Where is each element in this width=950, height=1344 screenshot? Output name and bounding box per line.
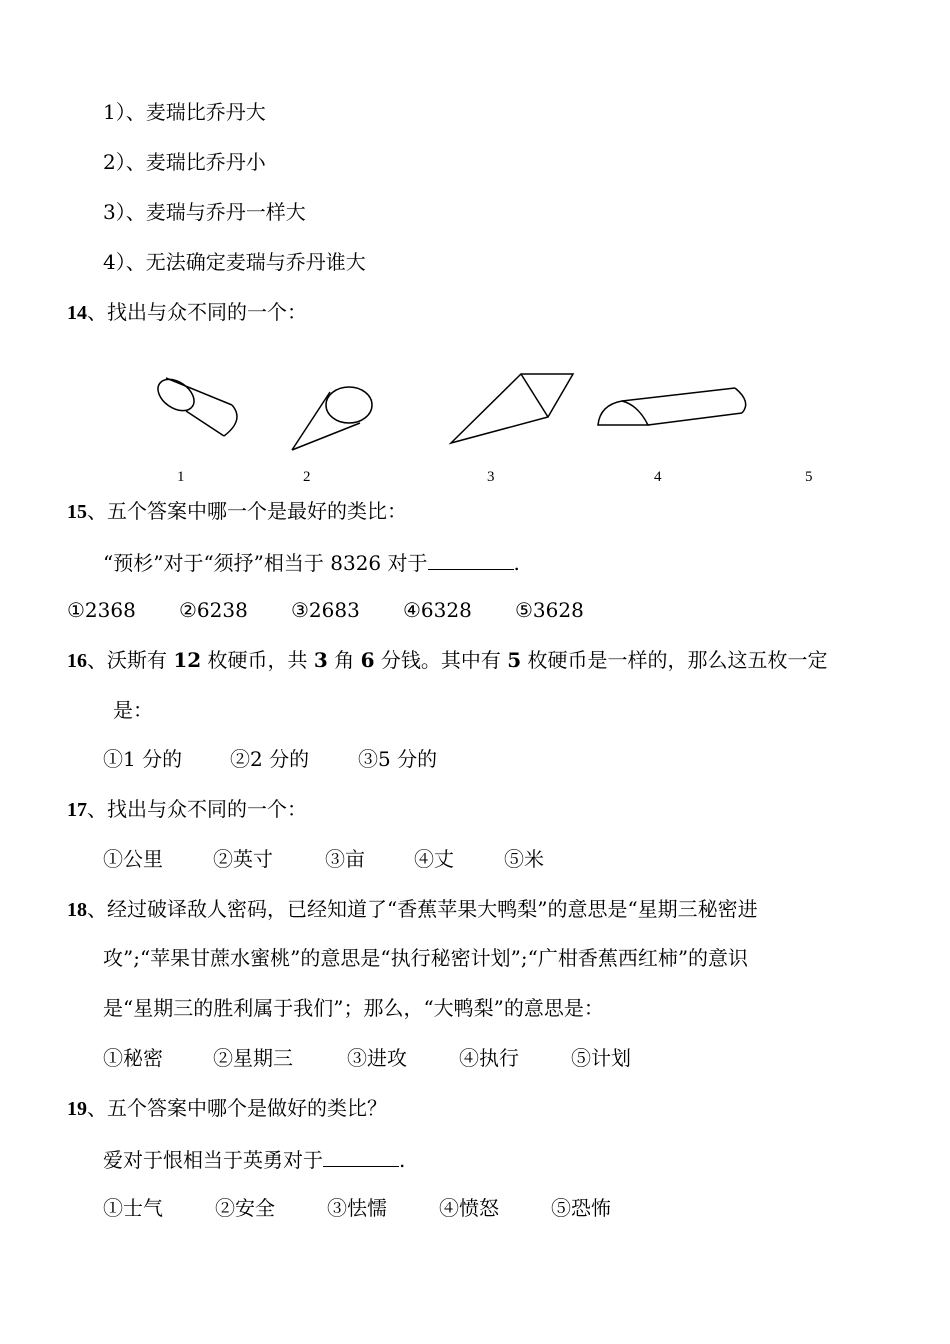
figure-4-half-cylinder xyxy=(598,388,746,425)
q15-stem-end: . xyxy=(513,551,520,575)
figure-label-5: 5 xyxy=(805,469,813,485)
q17-text: 、找出与众不同的一个： xyxy=(87,797,307,821)
q16-question xyxy=(67,648,827,673)
q18-options xyxy=(103,1046,631,1070)
q18-option-3: ③进攻 xyxy=(347,1046,407,1070)
q15-option-2: ②6238 xyxy=(179,598,248,622)
q16-same-count: 5 xyxy=(507,648,522,672)
q19-option-4: ④愤怒 xyxy=(439,1196,499,1220)
q18-text-line-1: 、经过破译敌人密码，已经知道了“香蕉苹果大鸭梨”的意思是“星期三秘密进 xyxy=(87,897,758,921)
q17-options xyxy=(103,847,544,871)
q16-option-2: ②2 分的 xyxy=(230,747,310,771)
q17-option-4: ④丈 xyxy=(414,847,454,871)
q18-option-1: ①秘密 xyxy=(103,1046,163,1070)
q18-question xyxy=(67,897,758,922)
q15-stem-text: “预杉”对于“须抒”相当于 8326 对于 xyxy=(103,551,428,575)
q18-option-4: ④执行 xyxy=(459,1046,519,1070)
q16-jiao: 3 xyxy=(313,648,328,672)
q19-answer-blank xyxy=(323,1146,399,1167)
q19-option-2: ②安全 xyxy=(215,1196,275,1220)
q16-options xyxy=(103,747,437,771)
q19-stem xyxy=(103,1146,405,1172)
q19-stem-end: . xyxy=(399,1148,406,1172)
q17-option-3: ③亩 xyxy=(325,847,365,871)
q16-option-3: ③5 分的 xyxy=(358,747,438,771)
q19-option-1: ①士气 xyxy=(103,1196,163,1220)
q16-text-4: 分钱。其中有 xyxy=(374,648,508,672)
q16-option-1: ①1 分的 xyxy=(103,747,183,771)
q16-text-5: 枚硬币是一样的，那么这五枚一定 xyxy=(521,648,828,672)
q14-text: 、找出与众不同的一个： xyxy=(87,300,307,324)
q13-option-3: 3）、麦瑞与乔丹一样大 xyxy=(103,200,306,224)
q15-answer-blank xyxy=(428,549,514,570)
figure-1-cylinder xyxy=(152,373,237,436)
q16-number: 16 xyxy=(67,650,87,672)
q18-text-line-3: 是“星期三的胜利属于我们”；那么，“大鸭梨”的意思是： xyxy=(103,996,604,1020)
q15-number: 15 xyxy=(67,501,87,523)
q17-question xyxy=(67,797,307,822)
q14-number: 14 xyxy=(67,302,87,324)
q15-option-5: ⑤3628 xyxy=(515,598,584,622)
q16-continuation: 是： xyxy=(113,698,153,722)
q13-option-4: 4）、无法确定麦瑞与乔丹谁大 xyxy=(103,250,366,274)
q19-option-5: ⑤恐怖 xyxy=(551,1196,611,1220)
q16-coin-count: 12 xyxy=(173,648,202,672)
q17-option-1: ①公里 xyxy=(103,847,163,871)
q18-text-line-2: 攻”;“苹果甘蔗水蜜桃”的意思是“执行秘密计划”;“广柑香蕉西红柿”的意识 xyxy=(103,946,749,970)
q19-option-3: ③怯懦 xyxy=(327,1196,387,1220)
q18-option-2: ②星期三 xyxy=(213,1046,293,1070)
q13-option-1: 1）、麦瑞比乔丹大 xyxy=(103,100,266,124)
q17-option-5: ⑤米 xyxy=(504,847,544,871)
q15-stem xyxy=(103,549,520,575)
q15-option-4: ④6328 xyxy=(403,598,472,622)
q14-figures xyxy=(0,0,950,500)
figure-label-4: 4 xyxy=(654,469,662,485)
q16-fen: 6 xyxy=(360,648,375,672)
q17-option-2: ②英寸 xyxy=(213,847,273,871)
figure-2-cone xyxy=(292,387,372,450)
q18-option-5: ⑤计划 xyxy=(571,1046,631,1070)
figure-label-3: 3 xyxy=(487,469,495,485)
q19-stem-text: 爱对于恨相当于英勇对于 xyxy=(103,1148,323,1172)
figure-3-pyramid xyxy=(451,374,573,443)
q13-option-2: 2）、麦瑞比乔丹小 xyxy=(103,150,266,174)
q19-options xyxy=(103,1196,611,1220)
q19-question xyxy=(67,1096,387,1121)
q18-number: 18 xyxy=(67,899,87,921)
q15-question xyxy=(67,499,407,524)
figure-label-1: 1 xyxy=(177,469,185,485)
q15-option-3: ③2683 xyxy=(291,598,360,622)
figure-label-2: 2 xyxy=(303,469,311,485)
q16-text-3: 角 xyxy=(327,648,361,672)
q19-number: 19 xyxy=(67,1098,87,1120)
q16-text-1: 、沃斯有 xyxy=(87,648,174,672)
q15-option-1: ①2368 xyxy=(67,598,136,622)
q15-text: 、五个答案中哪一个是最好的类比： xyxy=(87,499,407,523)
q17-number: 17 xyxy=(67,799,87,821)
q19-text: 、五个答案中哪个是做好的类比？ xyxy=(87,1096,387,1120)
q16-text-2: 枚硬币，共 xyxy=(201,648,314,672)
q15-options xyxy=(67,598,584,622)
